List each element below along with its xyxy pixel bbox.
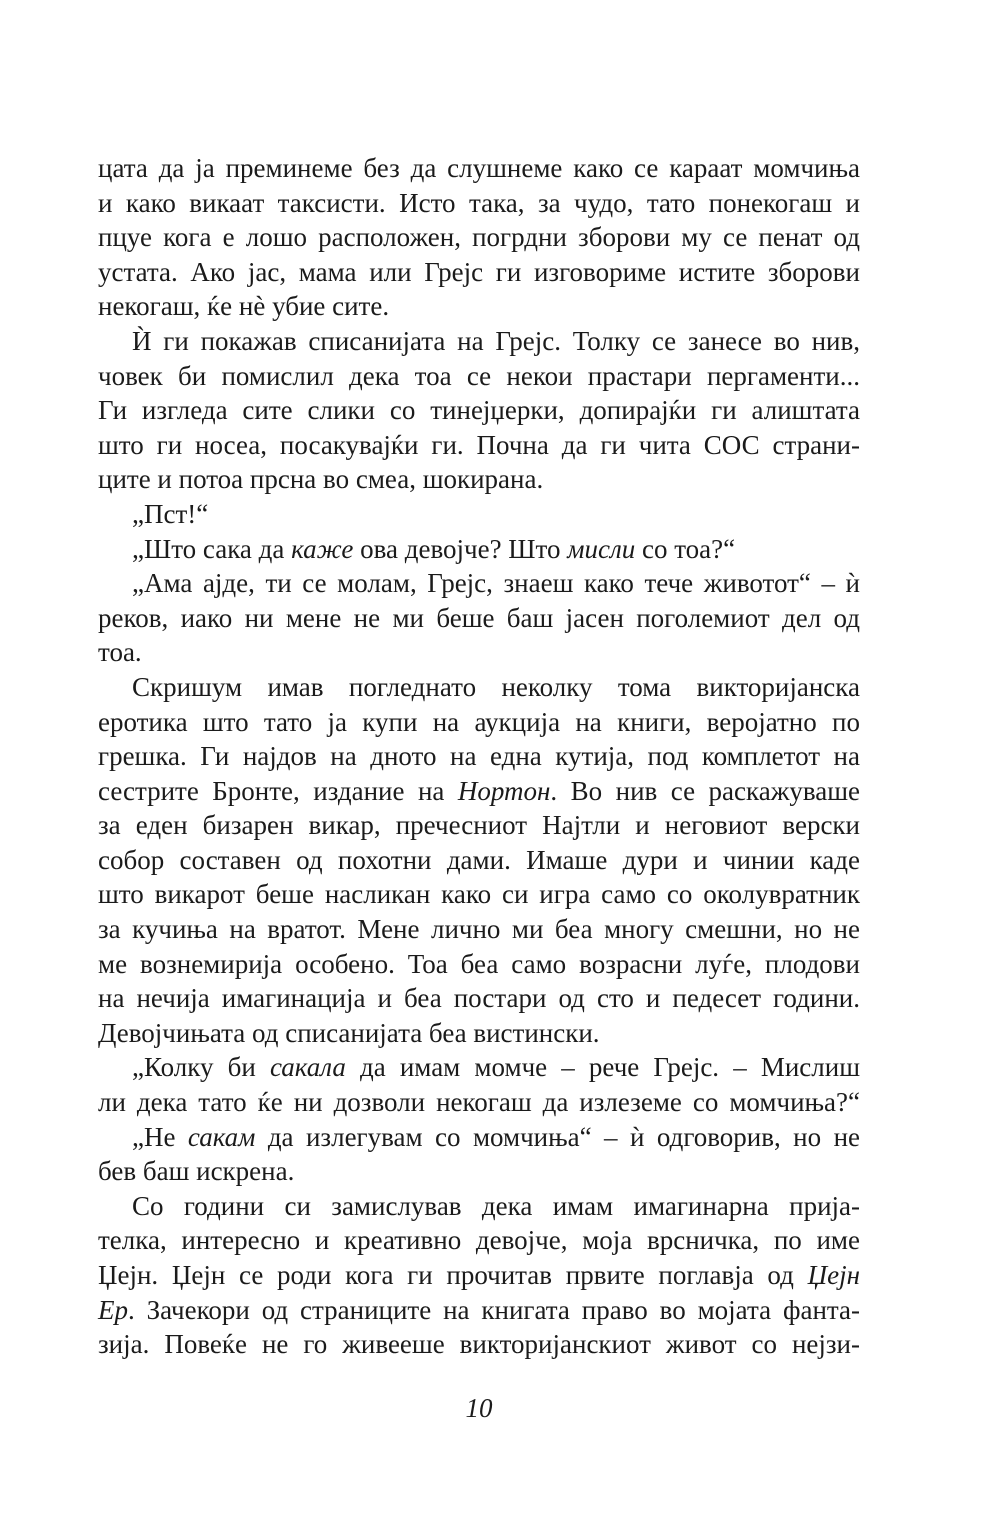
text-line (98, 705, 860, 740)
text-line (98, 635, 860, 670)
text-line (98, 497, 860, 532)
text-block (98, 151, 860, 1362)
text-segment: грешка. Ги најдов на дното на една кутија, под комплетот на (98, 741, 860, 772)
italic-text: сакам (187, 1121, 256, 1152)
italic-text: каже (291, 533, 354, 564)
text-segment: „Ама ајде, ти се молам, Грејс, знаеш како тече животот“ – ѝ (132, 568, 860, 599)
text-segment: телка, интересно и креативно девојче, моја врсничка, по име (98, 1225, 860, 1256)
text-line (98, 877, 860, 912)
text-segment: цата да ја преминеме без да слушнеме како се караат момчиња (98, 153, 860, 183)
text-line (98, 1258, 860, 1293)
text-segment: Скришум имав погледнато неколку тома викторијанска (132, 671, 860, 702)
text-segment: ме вознемирија особено. Тоа беа само возрасни луѓе, плодови (98, 948, 860, 979)
italic-text: сакала (269, 1052, 346, 1083)
text-line (98, 532, 860, 567)
text-line (98, 843, 860, 878)
text-segment: тоа. (98, 637, 142, 668)
text-line (98, 393, 860, 428)
text-segment: некогаш, ќе нѐ убие сите. (98, 291, 390, 322)
text-segment: „Што сака да (132, 533, 292, 564)
text-line (98, 947, 860, 982)
text-segment: за кучиња на вратот. Мене лично ми беа многу смешни, но не (98, 914, 860, 945)
text-segment: устата. Ако јас, мама или Грејс ги изговориме истите зборови (98, 256, 860, 287)
text-line (98, 601, 860, 636)
text-line (98, 1189, 860, 1224)
text-line (98, 808, 860, 843)
text-segment: ова девојче? Што (353, 533, 568, 564)
text-segment: што викарот беше насликан како си игра само со околувратник (98, 879, 860, 910)
text-line (98, 670, 860, 705)
text-line (98, 1050, 860, 1085)
text-segment: собор составен од похотни дами. Имаше дури и чинии каде (98, 844, 860, 875)
text-segment: „Не (132, 1121, 188, 1152)
text-segment: Со години си замислував дека имам имагинарна прија- (132, 1190, 860, 1221)
text-segment: Девојчињата од списанијата беа вистински. (98, 1017, 600, 1048)
italic-text: Ер (98, 1294, 128, 1325)
text-segment: бев баш искрена. (98, 1156, 295, 1187)
text-line (98, 186, 860, 221)
text-line (98, 566, 860, 601)
text-line (98, 774, 860, 809)
text-segment: да излегувам со момчиња“ – ѝ одговорив, но не (255, 1121, 860, 1152)
italic-text: Џејн (807, 1260, 860, 1290)
text-line (98, 981, 860, 1016)
text-line (98, 289, 860, 324)
text-line (98, 1223, 860, 1258)
text-line (98, 324, 860, 359)
text-line (98, 151, 860, 186)
text-line (98, 428, 860, 463)
page-number: 10 (465, 1393, 493, 1423)
text-line (98, 1016, 860, 1051)
text-line (98, 255, 860, 290)
italic-text: мисли (567, 533, 636, 564)
text-segment: да имам момче – рече Грејс. – Мислиш (345, 1052, 860, 1083)
text-segment: ли дека тато ќе ни дозволи некогаш да излеземе со момчиња?“ (98, 1087, 860, 1118)
text-line (98, 220, 860, 255)
text-segment: . Во нив се раскажуваше (550, 775, 860, 806)
text-segment: Ги изгледа сите слики со тинејџерки, допирајќи ги алиштата (98, 395, 860, 426)
text-segment: зија. Повеќе не го живееше викторијанскиот живот со нејзи- (98, 1329, 860, 1360)
text-segment: Џејн. Џејн се роди кога ги прочитав првите поглавја од (98, 1260, 808, 1290)
text-segment: што ги носеа, посакувајќи ги. Почна да ги чита СОС страни- (98, 429, 860, 460)
text-segment: и како викаат таксисти. Исто така, за чудо, тато понекогаш и (98, 187, 860, 218)
text-line (98, 912, 860, 947)
text-segment: ците и потоа прсна во смеа, шокирана. (98, 464, 544, 495)
text-line (98, 462, 860, 497)
text-segment: сестрите Бронте, издание на (98, 775, 458, 806)
text-segment: за еден бизарен викар, пречесниот Најтли и неговиот верски (98, 810, 860, 841)
text-segment: пцуе кога е лошо расположен, погрдни зборови му се пенат од (98, 222, 860, 253)
text-line (98, 1085, 860, 1120)
text-line (98, 1327, 860, 1362)
text-line (98, 1293, 860, 1328)
text-segment: на нечија имагинација и беа постари од сто и педесет години. (98, 983, 860, 1014)
text-segment: еротика што тато ја купи на аукција на книги, веројатно по (98, 706, 860, 737)
text-segment: човек би помислил дека тоа се некои прастари пергаменти... (98, 360, 860, 391)
text-segment: реков, иако ни мене не ми беше баш јасен поголемиот дел од (98, 602, 860, 633)
text-segment: „Пст!“ (132, 498, 209, 529)
text-segment: со тоа?“ (635, 533, 736, 564)
text-line (98, 1120, 860, 1155)
text-line (98, 739, 860, 774)
text-line (98, 359, 860, 394)
text-segment: . Зачекори од страниците на книгата право во мојата фанта- (128, 1294, 860, 1325)
text-segment: Ѝ ги покажав списанијата на Грејс. Толку се занесе во нив, (132, 325, 860, 356)
text-segment: „Колку би (132, 1052, 270, 1083)
text-line (98, 1154, 860, 1189)
italic-text: Нортон (457, 775, 551, 806)
